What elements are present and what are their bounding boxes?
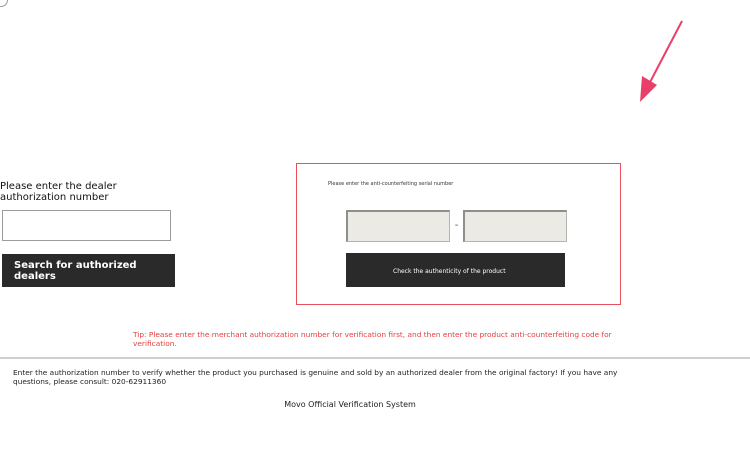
verification-info-text: Enter the authorization number to verify whether the product you purchased is genuine and sold by an authorized dealer from the original factory! If you have any questions, please consult: 020-62911360 (13, 368, 618, 386)
serial-number-label: Please enter the anti-counterfeiting serial number (328, 181, 454, 187)
verification-tip: Tip: Please enter the merchant authorization number for verification first, and then enter the product anti-counterfeiting code for verification. (133, 330, 612, 348)
corner-circle-icon (0, 0, 8, 7)
dealer-authorization-input[interactable] (2, 210, 171, 241)
check-authenticity-button[interactable]: Check the authenticity of the product (346, 253, 565, 287)
serial-separator: - (454, 220, 459, 231)
serial-number-input-part-1[interactable] (346, 210, 450, 242)
dealer-authorization-label: Please enter the dealer authorization number (0, 181, 117, 203)
section-divider (0, 357, 750, 359)
serial-number-input-part-2[interactable] (463, 210, 567, 242)
pink-arrow-icon (628, 18, 688, 108)
footer-system-title: Movo Official Verification System (284, 400, 416, 409)
search-authorized-dealers-button[interactable]: Search for authorized dealers (2, 254, 175, 287)
